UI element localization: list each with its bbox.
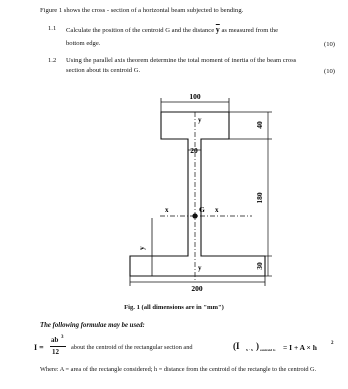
formula-paren-open: (I bbox=[233, 341, 240, 351]
axis-x-right-label: x bbox=[215, 206, 219, 214]
question-number: 1.2 bbox=[48, 57, 57, 64]
formula-subscript-centroid: centroid G bbox=[260, 348, 276, 352]
question-text-part2: as measured from the bbox=[221, 27, 279, 34]
formula-subscript-xx: x - x bbox=[246, 348, 253, 352]
question-text: Using the parallel axis theorem determine the total moment of inertia of the beam cross bbox=[66, 57, 297, 64]
axis-y-bottom-label: y bbox=[198, 264, 202, 272]
dim-label-200: 200 bbox=[191, 284, 203, 293]
ybar-symbol: $\overline{y}$ bbox=[215, 25, 220, 34]
dim-label-100: 100 bbox=[189, 92, 201, 101]
beam-cross-section-figure bbox=[0, 80, 348, 295]
formulas-heading: The following formulae may be used: bbox=[40, 322, 145, 329]
centroid-point bbox=[192, 213, 197, 218]
dim-label-20: 20 bbox=[190, 146, 198, 155]
dimension-right-lines bbox=[229, 112, 272, 276]
formula-rhs: = I + A × h bbox=[283, 343, 317, 352]
dim-label-40: 40 bbox=[255, 121, 264, 129]
moment-of-inertia-formula bbox=[34, 336, 344, 362]
question-marks: (10) bbox=[324, 68, 335, 75]
dim-label-180: 180 bbox=[255, 192, 264, 204]
question-number: 1.1 bbox=[48, 25, 57, 32]
formula-denominator: 12 bbox=[52, 348, 59, 356]
question-text-part1: Calculate the position of the centroid G and the distance bbox=[66, 27, 215, 34]
figure-caption: Fig. 1 (all dimensions are in "mm") bbox=[124, 304, 224, 311]
fraction-bar bbox=[50, 346, 66, 347]
ybar-label: y bbox=[137, 246, 146, 250]
question-text bbox=[66, 26, 278, 35]
centroid-label: G bbox=[199, 205, 205, 214]
problem-intro: Figure 1 shows the cross - section of a horizontal beam subjected to bending. bbox=[40, 7, 244, 14]
formula-where-note: Where: A = area of the rectangle considered; h = distance from the centroid of the rectangle to the centroid G. bbox=[40, 366, 317, 373]
question-text-line2: section about its centroid G. bbox=[66, 67, 141, 74]
axis-y-top-label: y bbox=[198, 116, 202, 124]
question-text-line2: bottom edge. bbox=[66, 40, 101, 47]
axis-x-left-label: x bbox=[165, 206, 169, 214]
formula-exponent: 3 bbox=[61, 335, 64, 340]
question-marks: (10) bbox=[324, 41, 335, 48]
beam-outline bbox=[130, 112, 265, 276]
formula-paren-close: ) bbox=[256, 341, 259, 351]
formula-lhs: I = bbox=[34, 343, 44, 352]
formula-numerator: ab bbox=[51, 336, 59, 344]
formula-description: about the centroid of the rectangular section and bbox=[71, 344, 193, 351]
formula-rhs-exponent: 2 bbox=[331, 341, 334, 346]
dim-label-30: 30 bbox=[255, 262, 264, 270]
